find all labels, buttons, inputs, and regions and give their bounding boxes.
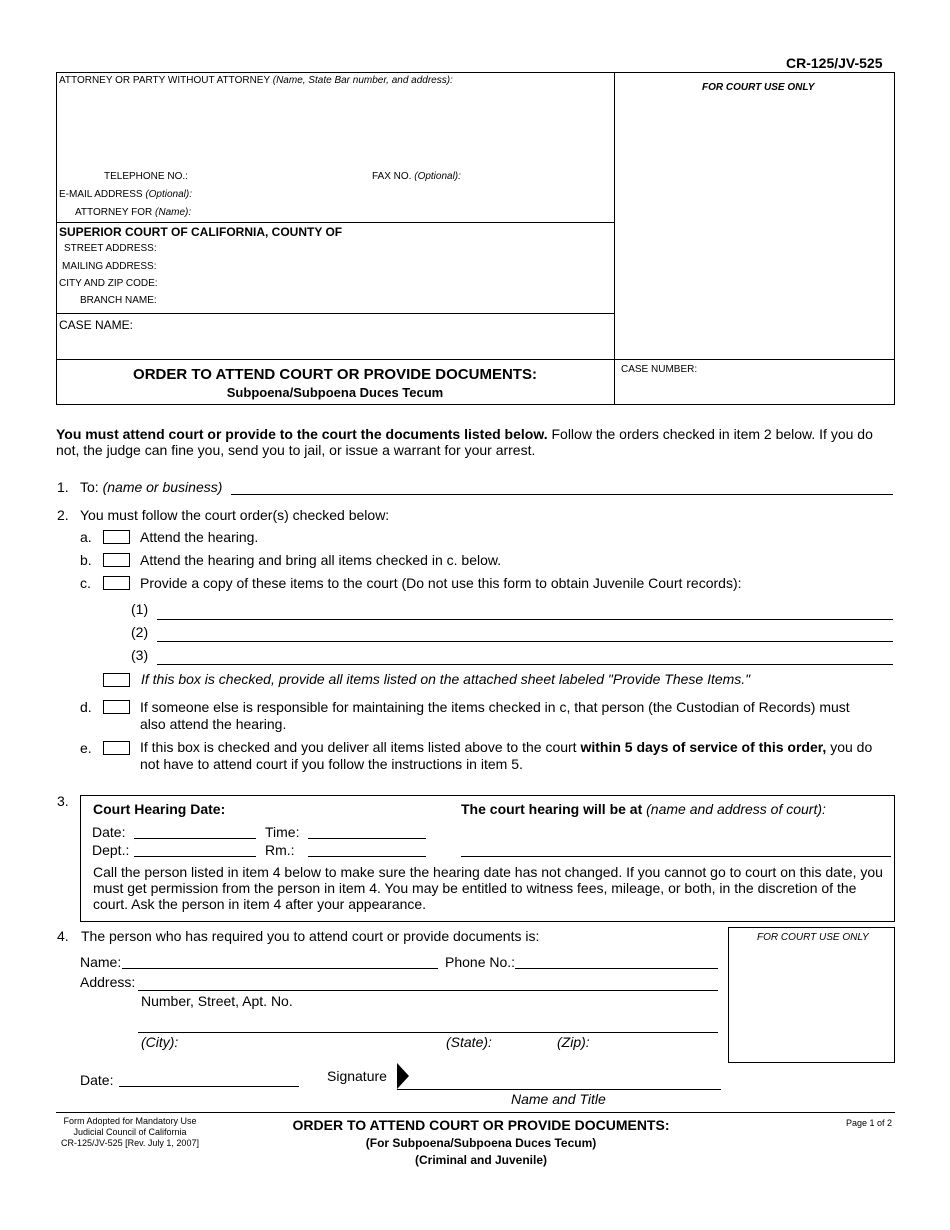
telephone-label: TELEPHONE NO.: (104, 171, 188, 182)
hearing-rm-field[interactable] (308, 856, 426, 857)
state-hint: (State): (446, 1034, 492, 1050)
court-address-field[interactable] (461, 856, 891, 857)
item2e-line2: not have to attend court if you follow the instructions in item 5. (140, 756, 523, 772)
hearing-rm-label: Rm.: (265, 842, 295, 858)
city-zip-label: CITY AND ZIP CODE: (59, 278, 158, 289)
item2e-letter: e. (80, 740, 92, 756)
person-address-label: Address: (80, 974, 136, 990)
attorney-court-divider (56, 222, 614, 223)
footer-rule (56, 1112, 895, 1113)
item2c-sub3-label: (3) (131, 647, 149, 663)
item2d-line2: also attend the hearing. (140, 716, 287, 732)
attached-sheet-checkbox[interactable] (103, 673, 130, 687)
hearing-dept-label: Dept.: (92, 842, 130, 858)
item2c-sub1-label: (1) (131, 601, 149, 617)
item2c-letter: c. (80, 575, 91, 591)
zip-hint: (Zip): (557, 1034, 590, 1050)
name-title-label: Name and Title (511, 1091, 606, 1107)
item2c-text: Provide a copy of these items to the court (Do not use this form to obtain Juvenile Court records): (140, 575, 742, 591)
hearing-time-label: Time: (265, 824, 300, 840)
fax-label: FAX NO. (Optional): (372, 171, 461, 182)
footer-adopted-line2: Judicial Council of California (73, 1127, 187, 1137)
provide-copy-checkbox[interactable] (103, 576, 130, 590)
hearing-date-field-label: Date: (92, 824, 126, 840)
form-title: ORDER TO ATTEND COURT OR PROVIDE DOCUMENTS: (133, 366, 537, 383)
person-name-field[interactable] (122, 968, 438, 969)
case-name-label: CASE NAME: (59, 318, 134, 332)
court-casename-divider (56, 313, 614, 314)
item4-number: 4. (57, 928, 69, 944)
hearing-note-line1: Call the person listed in item 4 below to make sure the hearing date has not changed. If you cannot go to court on this date, you (93, 864, 883, 880)
person-name-label: Name: (80, 954, 122, 970)
attached-sheet-text: If this box is checked, provide all items listed on the attached sheet labeled "Provide These Items." (141, 671, 751, 687)
item4-label: The person who has required you to attend court or provide documents is: (81, 928, 540, 944)
court-use-only-label-2: FOR COURT USE ONLY (757, 932, 869, 943)
casename-title-divider (56, 359, 895, 360)
hearing-date-label: Court Hearing Date: (93, 801, 226, 817)
item2a-text: Attend the hearing. (140, 529, 259, 545)
person-phone-label: Phone No.: (445, 954, 516, 970)
intro-line1: You must attend court or provide to the court the documents listed below. Follow the orders checked in item 2 below. If you do (56, 426, 873, 442)
form-id: CR-125/JV-525 (786, 55, 883, 71)
item3-number: 3. (57, 793, 69, 809)
person-address-field[interactable] (138, 990, 718, 991)
person-city-field[interactable] (138, 1032, 718, 1033)
court-use-only-label: FOR COURT USE ONLY (702, 82, 815, 93)
hearing-date-field[interactable] (134, 838, 256, 839)
hearing-dept-field[interactable] (134, 856, 256, 857)
street-hint: Number, Street, Apt. No. (141, 993, 293, 1009)
form-subtitle: Subpoena/Subpoena Duces Tecum (226, 385, 444, 400)
case-number-label: CASE NUMBER: (621, 364, 698, 375)
footer-sub2: (Criminal and Juvenile) (414, 1153, 548, 1167)
signature-field[interactable] (397, 1089, 721, 1090)
signature-label: Signature (327, 1068, 387, 1084)
hearing-note-line3: court. Ask the person in item 4 after your appearance. (93, 896, 427, 912)
item2c-sub3-field[interactable] (157, 664, 893, 665)
page-number: Page 1 of 2 (845, 1118, 892, 1128)
item2d-letter: d. (80, 699, 92, 715)
item2c-sub2-label: (2) (131, 624, 149, 640)
to-name-field[interactable] (231, 494, 893, 495)
footer-sub1: (For Subpoena/Subpoena Duces Tecum) (365, 1136, 597, 1150)
court-title: SUPERIOR COURT OF CALIFORNIA, COUNTY OF (59, 225, 343, 239)
court-use-box-2 (728, 927, 895, 1063)
hearing-note-line2: must get permission from the person in item 4. You may be entitled to witness fees, mileage, or both, in the discretion of the (93, 880, 857, 896)
signature-date-label: Date: (80, 1072, 114, 1088)
hearing-time-field[interactable] (308, 838, 426, 839)
attorney-label: ATTORNEY OR PARTY WITHOUT ATTORNEY (Name, State Bar number, and address): (59, 75, 453, 86)
item2b-letter: b. (80, 552, 92, 568)
attend-hearing-checkbox[interactable] (103, 530, 130, 544)
attend-and-bring-checkbox[interactable] (103, 553, 130, 567)
mailing-address-label: MAILING ADDRESS: (62, 261, 157, 272)
item2a-letter: a. (80, 529, 92, 545)
custodian-checkbox[interactable] (103, 700, 130, 714)
footer-adopted (56, 1116, 204, 1149)
deliver-items-checkbox[interactable] (103, 741, 130, 755)
item2-number: 2. (57, 507, 69, 523)
footer-title: ORDER TO ATTEND COURT OR PROVIDE DOCUMENTS: (292, 1117, 670, 1133)
item1-label: To: (name or business) (80, 479, 223, 495)
person-phone-field[interactable] (515, 968, 718, 969)
signature-date-field[interactable] (119, 1086, 299, 1087)
caption-divider (614, 72, 615, 405)
branch-name-label: BRANCH NAME: (80, 295, 157, 306)
item2e-line1: If this box is checked and you deliver all items listed above to the court within 5 days of service of this order, you do (140, 739, 873, 755)
item2b-text: Attend the hearing and bring all items checked in c. below. (140, 552, 502, 568)
attorney-for-label: ATTORNEY FOR (Name): (75, 207, 192, 218)
signature-arrow-icon (397, 1063, 409, 1089)
item2c-sub2-field[interactable] (157, 641, 893, 642)
item2d-line1: If someone else is responsible for maintaining the items checked in c, that person (the Custodian of Records) must (140, 699, 850, 715)
email-label: E-MAIL ADDRESS (Optional): (59, 189, 193, 200)
city-hint: (City): (141, 1034, 179, 1050)
footer-adopted-line3: CR-125/JV-525 [Rev. July 1, 2007] (61, 1138, 199, 1148)
footer-adopted-line1: Form Adopted for Mandatory Use (63, 1116, 197, 1126)
item2c-sub1-field[interactable] (157, 619, 893, 620)
street-address-label: STREET ADDRESS: (64, 243, 157, 254)
item1-number: 1. (57, 479, 69, 495)
item2-label: You must follow the court order(s) checked below: (80, 507, 390, 523)
hearing-location-label: The court hearing will be at (name and address of court): (461, 801, 826, 817)
intro-line2: not, the judge can fine you, send you to jail, or issue a warrant for your arrest. (56, 442, 536, 458)
